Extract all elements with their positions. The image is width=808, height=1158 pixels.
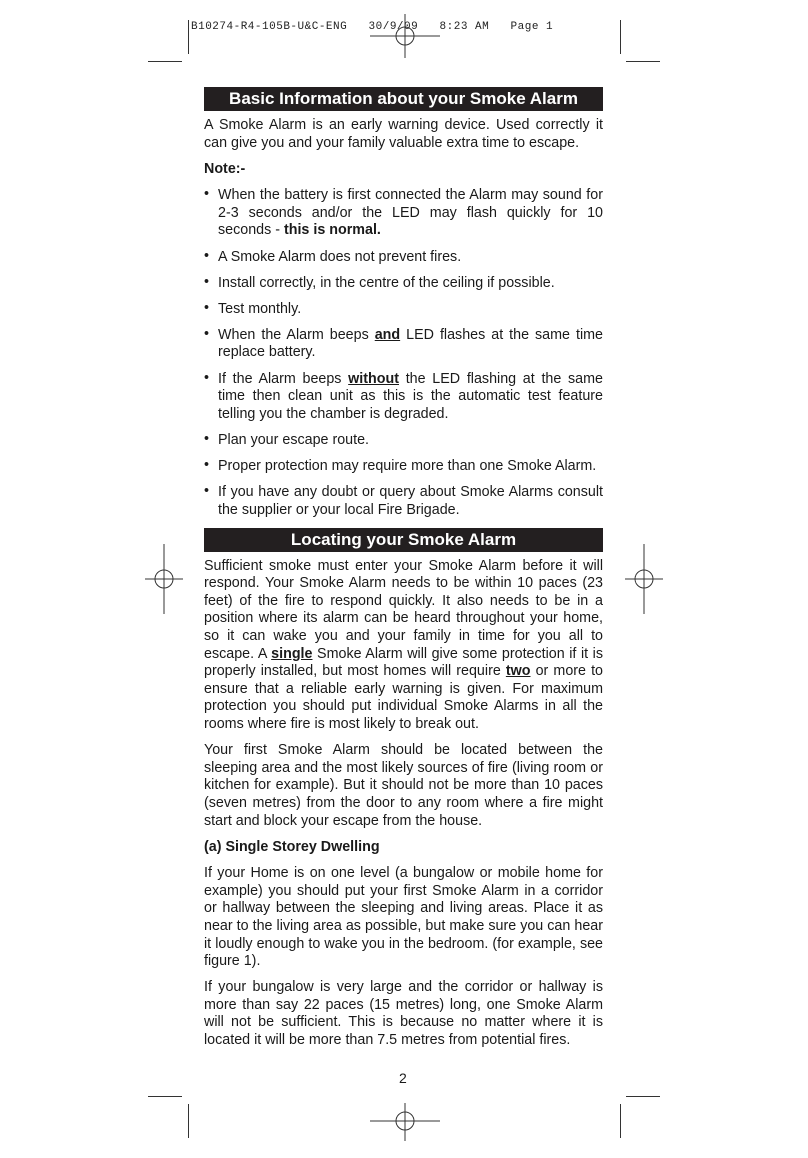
- bullet-text: Plan your escape route.: [218, 431, 370, 448]
- single-storey-paragraph-2: If your bungalow is very large and the corridor or hallway is more than say 22 paces (15 metres) long, one Smoke Alarm will not be sufficient. This is because no matter where it is located it will be more than 7.5 metres from potential fires.: [204, 979, 603, 1049]
- section-heading-basic-information: Basic Information about your Smoke Alarm: [204, 87, 603, 111]
- bullet-text: If you have any doubt or query about Smoke Alarms consult the supplier or your local Fire Brigade.: [218, 484, 603, 518]
- locating-paragraph-2: Your first Smoke Alarm should be located between the sleeping area and the most likely sources of fire (living room or kitchen for example). But it should not be more than 10 paces (seven metres) from the door to any room where a fire might start and block your escape from the house.: [204, 742, 603, 829]
- crop-mark-bottom-right-vertical: [620, 1104, 621, 1138]
- crop-mark-top-left-vertical: [188, 20, 189, 54]
- list-item: [204, 301, 603, 319]
- registration-mark-bottom-icon: [370, 1103, 440, 1141]
- intro-paragraph: A Smoke Alarm is an early warning device. Used correctly it can give you and your family valuable extra time to escape.: [204, 117, 603, 151]
- paragraph-text: Sufficient smoke must enter your Smoke Alarm before it will respond. Your Smoke Alarm needs to be within 10 paces (23 feet) of the fire to respond quickly. It also needs to be in a position where its alarm can be heard throughout your home, so it can wake you and your family in time for you all to escape. A: [204, 557, 603, 662]
- bullet-emphasis: and: [374, 326, 401, 343]
- page-number: 2: [399, 1070, 407, 1086]
- crop-mark-bottom-right-horizontal: [626, 1096, 660, 1097]
- page-content: [204, 87, 603, 1058]
- note-label: Note:-: [204, 160, 246, 177]
- bullet-text: the LED flashing at the same time then clean unit as this is the automatic test feature telling you the chamber is degraded.: [218, 370, 603, 422]
- single-storey-paragraph-1: If your Home is on one level (a bungalow or mobile home for example) you should put your first Smoke Alarm in a corridor or hallway between the sleeping and living areas. Place it as near to the living area as possible, but make sure you can hear it loudly enough to wake you in the bedroom. (for example, see figure 1).: [204, 865, 603, 970]
- list-item: [204, 187, 603, 240]
- bullet-text: Proper protection may require more than one Smoke Alarm.: [218, 457, 597, 474]
- bullet-emphasis: without: [348, 370, 399, 387]
- section-heading-locating: Locating your Smoke Alarm: [204, 528, 603, 552]
- bullet-text: A Smoke Alarm does not prevent fires.: [218, 248, 462, 265]
- bullet-emphasis: this is normal.: [283, 222, 381, 239]
- subheading-single-storey: (a) Single Storey Dwelling: [204, 838, 380, 855]
- list-item: [204, 249, 603, 267]
- paragraph-text: or more to ensure that a reliable early warning is given. For maximum protection you should put individual Smoke Alarms in all the rooms where fire is most likely to break out.: [204, 663, 603, 733]
- crop-mark-top-left-horizontal: [148, 61, 182, 62]
- registration-mark-top-icon: [370, 14, 440, 58]
- bullet-icon: •: [204, 186, 210, 203]
- crop-mark-bottom-left-horizontal: [148, 1096, 182, 1097]
- bullet-icon: •: [204, 483, 210, 499]
- bullet-icon: •: [204, 456, 210, 473]
- registration-mark-right-icon: [625, 544, 663, 614]
- bullet-icon: •: [204, 273, 210, 290]
- list-item: [204, 432, 603, 450]
- list-item: [204, 371, 603, 424]
- bullet-text: When the battery is first connected the Alarm may sound for 2-3 seconds and/or the LED may flash quickly for 10 seconds -: [218, 187, 603, 239]
- bullet-text: When the Alarm beeps: [218, 326, 375, 343]
- bullet-icon: •: [204, 247, 210, 264]
- paragraph-emphasis: single: [271, 645, 313, 662]
- bullet-icon: •: [204, 369, 210, 386]
- paragraph-text: Smoke Alarm will give some protection if it is properly installed, but most homes will require: [204, 645, 603, 680]
- list-item: [204, 327, 603, 362]
- list-item: [204, 458, 603, 476]
- paragraph-emphasis: two: [505, 663, 531, 680]
- list-item: [204, 275, 603, 293]
- bullet-text: Test monthly.: [218, 300, 302, 317]
- bullet-text: If the Alarm beeps: [218, 370, 349, 387]
- bullet-icon: •: [204, 299, 210, 316]
- list-item: [204, 484, 603, 519]
- bullet-icon: •: [204, 430, 210, 447]
- locating-paragraph-1: [204, 558, 603, 734]
- crop-mark-top-right-horizontal: [626, 61, 660, 62]
- crop-mark-top-right-vertical: [620, 20, 621, 54]
- print-slug: B10274-R4-105B-U&C-ENG 30/9/09 8:23 AM Page 1: [191, 21, 554, 33]
- registration-mark-left-icon: [145, 544, 183, 614]
- bullet-text: LED flashes at the same time replace battery.: [218, 326, 604, 361]
- crop-mark-bottom-left-vertical: [188, 1104, 189, 1138]
- bullet-text: Install correctly, in the centre of the ceiling if possible.: [218, 274, 555, 291]
- note-bullet-list: [204, 187, 603, 519]
- bullet-icon: •: [204, 325, 210, 342]
